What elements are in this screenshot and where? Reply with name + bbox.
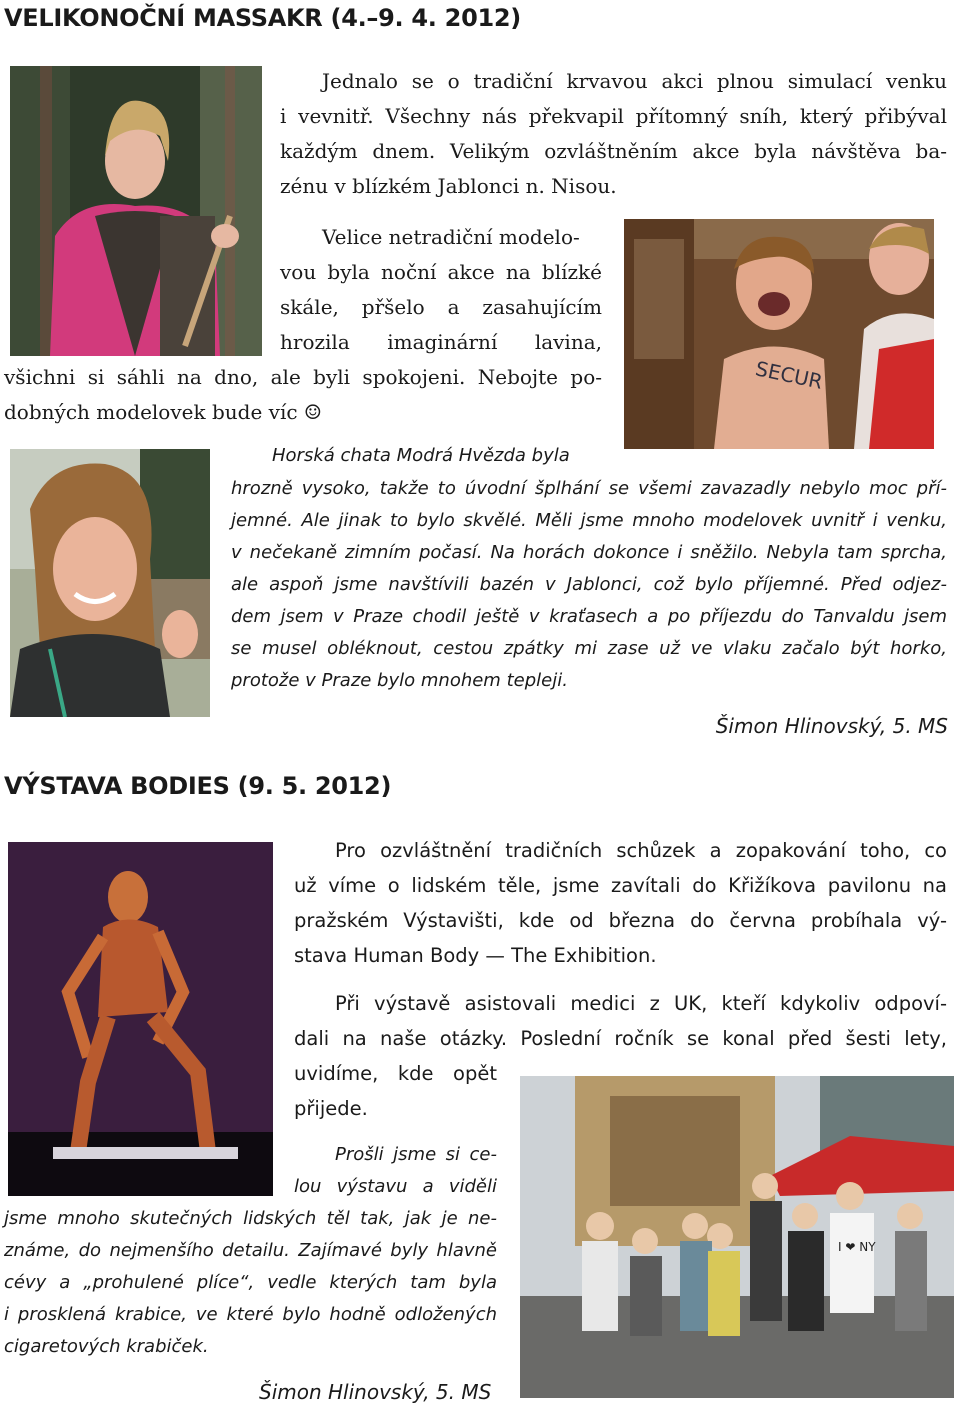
text-line: hrozně vysoko, takže to úvodní šplhání se všemi zavazadly nebylo moc pří- xyxy=(231,478,947,499)
text-line: jemné. Ale jinak to bylo skvělé. Měli jsme mnoho modelovek uvnitř i venku, xyxy=(231,510,947,531)
text-line: stava Human Body — The Exhibition. xyxy=(294,944,657,967)
text-line: skále, přšelo a zasahujícím xyxy=(280,295,602,319)
photo-shirtless-boy xyxy=(624,219,934,449)
text-line: i prosklená krabice, ve které bylo hodně odložených xyxy=(4,1304,497,1325)
text-line: vou byla noční akce na blízké xyxy=(280,260,602,284)
text-line: každým dnem. Velikým ozvláštněním akce byla návštěva ba- xyxy=(280,139,947,163)
text-line: zénu v blízkém Jablonci n. Nisou. xyxy=(280,174,617,198)
text-line: přijede. xyxy=(294,1097,368,1120)
photo-smiling-girl xyxy=(10,449,210,717)
text-line: Při výstavě asistovali medici z UK, kteří kdykoliv odpoví- xyxy=(335,992,947,1015)
text-line: Jednalo se o tradiční krvavou akci plnou simulací venku xyxy=(322,69,947,93)
text-line: všichni si sáhli na dno, ale byli spokojeni. Nebojte po- xyxy=(4,365,602,389)
text-line: cévy a „prohulené plíce“, vedle kterých tam byla xyxy=(4,1272,497,1293)
section2-title: VÝSTAVA BODIES (9. 5. 2012) xyxy=(4,772,392,800)
photo-girl-forest xyxy=(10,66,262,356)
text-line: uvidíme, kde opět xyxy=(294,1062,497,1085)
shirt-writing: SECUR xyxy=(753,356,825,394)
text-line: protože v Praze bylo mnohem tepleji. xyxy=(231,670,568,691)
text-line: v nečekaně zimním počasí. Na horách dokonce i sněžilo. Nebyla tam sprcha, xyxy=(231,542,947,563)
section2-author: Šimon Hlinovský, 5. MS xyxy=(259,1380,492,1404)
text-line: cigaretových krabiček. xyxy=(4,1336,209,1357)
photo-group-exhibition xyxy=(520,1076,954,1398)
text-line: Pro ozvláštnění tradičních schůzek a zopakování toho, co xyxy=(335,839,947,862)
text-line: už víme o lidském těle, jsme zavítali do Křižíkova pavilonu na xyxy=(294,874,947,897)
text-line: známe, do nejmenšího detailu. Zajímavé byly hlavně xyxy=(4,1240,497,1261)
section1-author: Šimon Hlinovský, 5. MS xyxy=(715,714,948,738)
text-line: se musel obléknout, cestou zpátky mi zase už ve vlaku začalo být horko, xyxy=(231,638,947,659)
text-line: hrozila imaginární lavina, xyxy=(280,330,602,354)
text-line: Velice netradiční modelo- xyxy=(322,225,580,249)
photo-body-exhibit xyxy=(8,842,273,1196)
text-line: ale aspoň jsme navštívili bazén v Jablonci, což bylo příjemné. Před odjez- xyxy=(231,574,947,595)
text-line: pražském Výstavišti, kde od března do června probíhala vý- xyxy=(294,909,947,932)
text-line: dali na naše otázky. Poslední ročník se konal před šesti lety, xyxy=(294,1027,947,1050)
text-line: Prošli jsme si ce- xyxy=(335,1144,497,1165)
shirt-writing: I ❤ NY xyxy=(838,1240,876,1254)
text-line: dobných modelovek bude víc ☺ xyxy=(4,400,322,424)
text-line: jsme mnoho skutečných lidských těl tak, jak je ne- xyxy=(4,1208,497,1229)
text-line: i vevnitř. Všechny nás překvapil přítomný sníh, který přibýval xyxy=(280,104,947,128)
section1-title: VELIKONOČNÍ MASSAKR (4.–9. 4. 2012) xyxy=(4,4,521,32)
text-line: lou výstavu a viděli xyxy=(294,1176,497,1197)
text-line: dem jsem v Praze chodil ještě v kraťasech a po příjezdu do Tanvaldu jsem xyxy=(231,606,947,627)
text-line: Horská chata Modrá Hvězda byla xyxy=(272,445,570,466)
